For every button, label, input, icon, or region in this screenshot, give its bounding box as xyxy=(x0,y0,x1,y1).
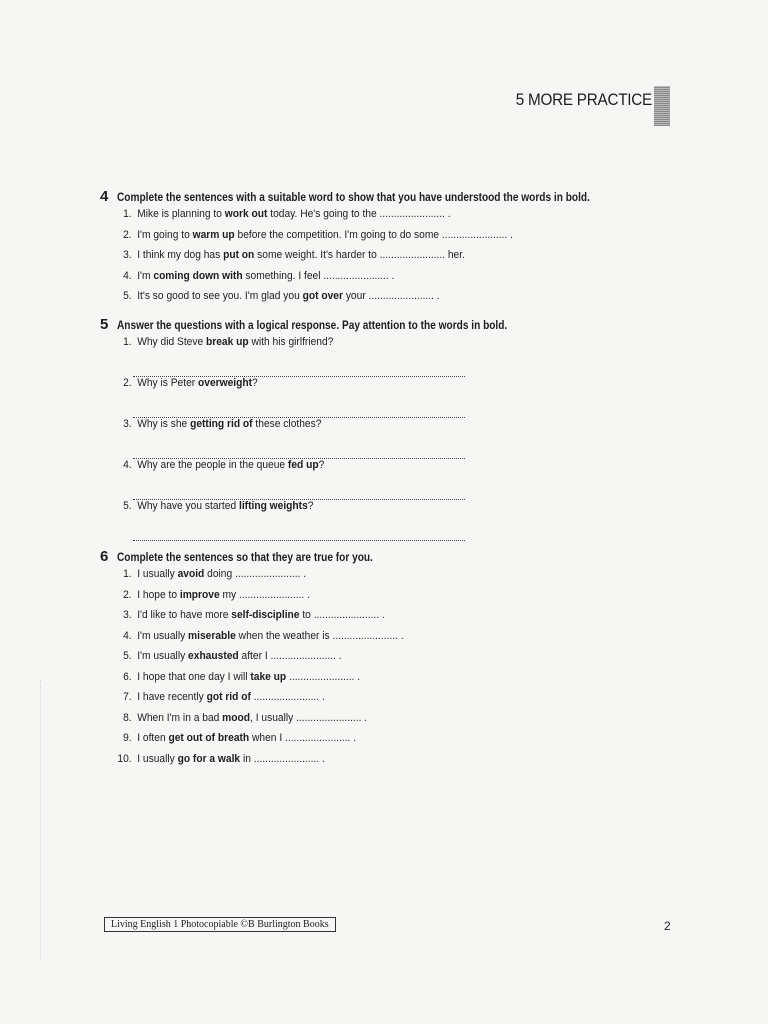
exercise-6-header xyxy=(100,548,660,568)
list-item xyxy=(100,650,621,671)
item-number: 3. xyxy=(123,249,132,261)
item-number: 2. xyxy=(123,588,132,601)
scan-edge-mark xyxy=(40,680,42,960)
item-number: 2. xyxy=(123,228,132,241)
copyright-notice: Living English 1 Photocopiable ©B Burlington Books xyxy=(104,917,336,932)
list-item xyxy=(100,732,621,753)
item-number: 2. xyxy=(123,377,132,389)
answer-line[interactable] xyxy=(133,480,465,500)
question-item xyxy=(100,336,621,357)
item-text: Why did Steve break up with his girlfriend? xyxy=(137,336,334,348)
item-number: 5. xyxy=(123,500,132,512)
item-text: I have recently got rid of ....................... . xyxy=(137,691,325,703)
exercise-4 xyxy=(100,188,660,311)
item-text: I hope to improve my ....................... . xyxy=(137,588,311,601)
item-number: 8. xyxy=(123,711,132,724)
item-number: 5. xyxy=(123,650,132,662)
item-text: I'd like to have more self-discipline to ....................... . xyxy=(137,609,385,621)
exercise-instruction: Answer the questions with a logical response. Pay attention to the words in bold. xyxy=(117,320,508,332)
item-text: I'm usually exhausted after I ....................... . xyxy=(137,650,342,662)
exercise-number: 6 xyxy=(100,548,109,565)
item-text: Why is Peter overweight? xyxy=(137,377,258,389)
item-text: When I'm in a bad mood, I usually ....................... . xyxy=(137,711,368,724)
item-number: 9. xyxy=(123,732,132,744)
list-item xyxy=(100,753,621,774)
page-heading: 5 MORE PRACTICE xyxy=(515,90,652,109)
list-item xyxy=(100,229,621,250)
list-item xyxy=(100,712,621,733)
list-item xyxy=(100,568,621,589)
item-text: I'm coming down with something. I feel ....................... . xyxy=(137,269,395,282)
question-item xyxy=(100,500,621,521)
item-number: 1. xyxy=(123,208,132,220)
item-number: 6. xyxy=(123,670,132,683)
answer-line[interactable] xyxy=(133,357,465,377)
question-item xyxy=(100,377,621,398)
item-number: 5. xyxy=(123,290,132,302)
exercise-5 xyxy=(100,316,660,541)
exercise-instruction: Complete the sentences so that they are true for you. xyxy=(117,552,373,564)
exercise-4-header xyxy=(100,188,660,208)
item-text: I'm going to warm up before the competition. I'm going to do some ....................... . xyxy=(137,228,513,241)
list-item xyxy=(100,630,621,651)
item-number: 7. xyxy=(123,691,132,703)
list-item xyxy=(100,691,621,712)
item-text: I think my dog has put on some weight. It's harder to ....................... her. xyxy=(137,249,465,261)
item-number: 4. xyxy=(123,629,132,642)
question-item xyxy=(100,459,621,480)
item-text: I'm usually miserable when the weather is ....................... . xyxy=(137,629,404,642)
list-item xyxy=(100,589,621,610)
question-item xyxy=(100,418,621,439)
item-number: 4. xyxy=(123,269,132,282)
item-text: I usually avoid doing ....................... . xyxy=(137,568,307,580)
item-number: 3. xyxy=(123,609,132,621)
item-number: 3. xyxy=(123,418,132,430)
answer-line[interactable] xyxy=(133,439,465,459)
item-text: It's so good to see you. I'm glad you got over your ....................... . xyxy=(137,290,440,302)
item-text: Why is she getting rid of these clothes? xyxy=(137,418,322,430)
exercise-number: 4 xyxy=(100,188,109,205)
item-text: Mike is planning to work out today. He's going to the ....................... . xyxy=(137,208,451,220)
item-text: Why have you started lifting weights? xyxy=(137,500,314,512)
list-item xyxy=(100,208,621,229)
exercise-instruction: Complete the sentences with a suitable word to show that you have understood the words in bold. xyxy=(117,192,590,204)
list-item xyxy=(100,671,621,692)
item-text: I often get out of breath when I ....................... . xyxy=(137,732,357,744)
list-item xyxy=(100,270,621,291)
list-item xyxy=(100,249,621,270)
page-number: 2 xyxy=(664,919,671,933)
item-number: 10. xyxy=(117,752,132,765)
item-text: I hope that one day I will take up ....................... . xyxy=(137,670,361,683)
item-number: 1. xyxy=(123,336,132,348)
item-text: Why are the people in the queue fed up? xyxy=(137,459,325,471)
exercise-6 xyxy=(100,548,660,773)
exercise-5-header xyxy=(100,316,660,336)
list-item xyxy=(100,609,621,630)
heading-tab-marker xyxy=(654,86,670,126)
exercise-number: 5 xyxy=(100,316,109,333)
item-number: 4. xyxy=(123,459,132,471)
list-item xyxy=(100,290,621,311)
answer-line[interactable] xyxy=(133,398,465,418)
item-text: I usually go for a walk in ....................... . xyxy=(137,752,325,765)
item-number: 1. xyxy=(123,568,132,580)
answer-line[interactable] xyxy=(133,521,465,541)
